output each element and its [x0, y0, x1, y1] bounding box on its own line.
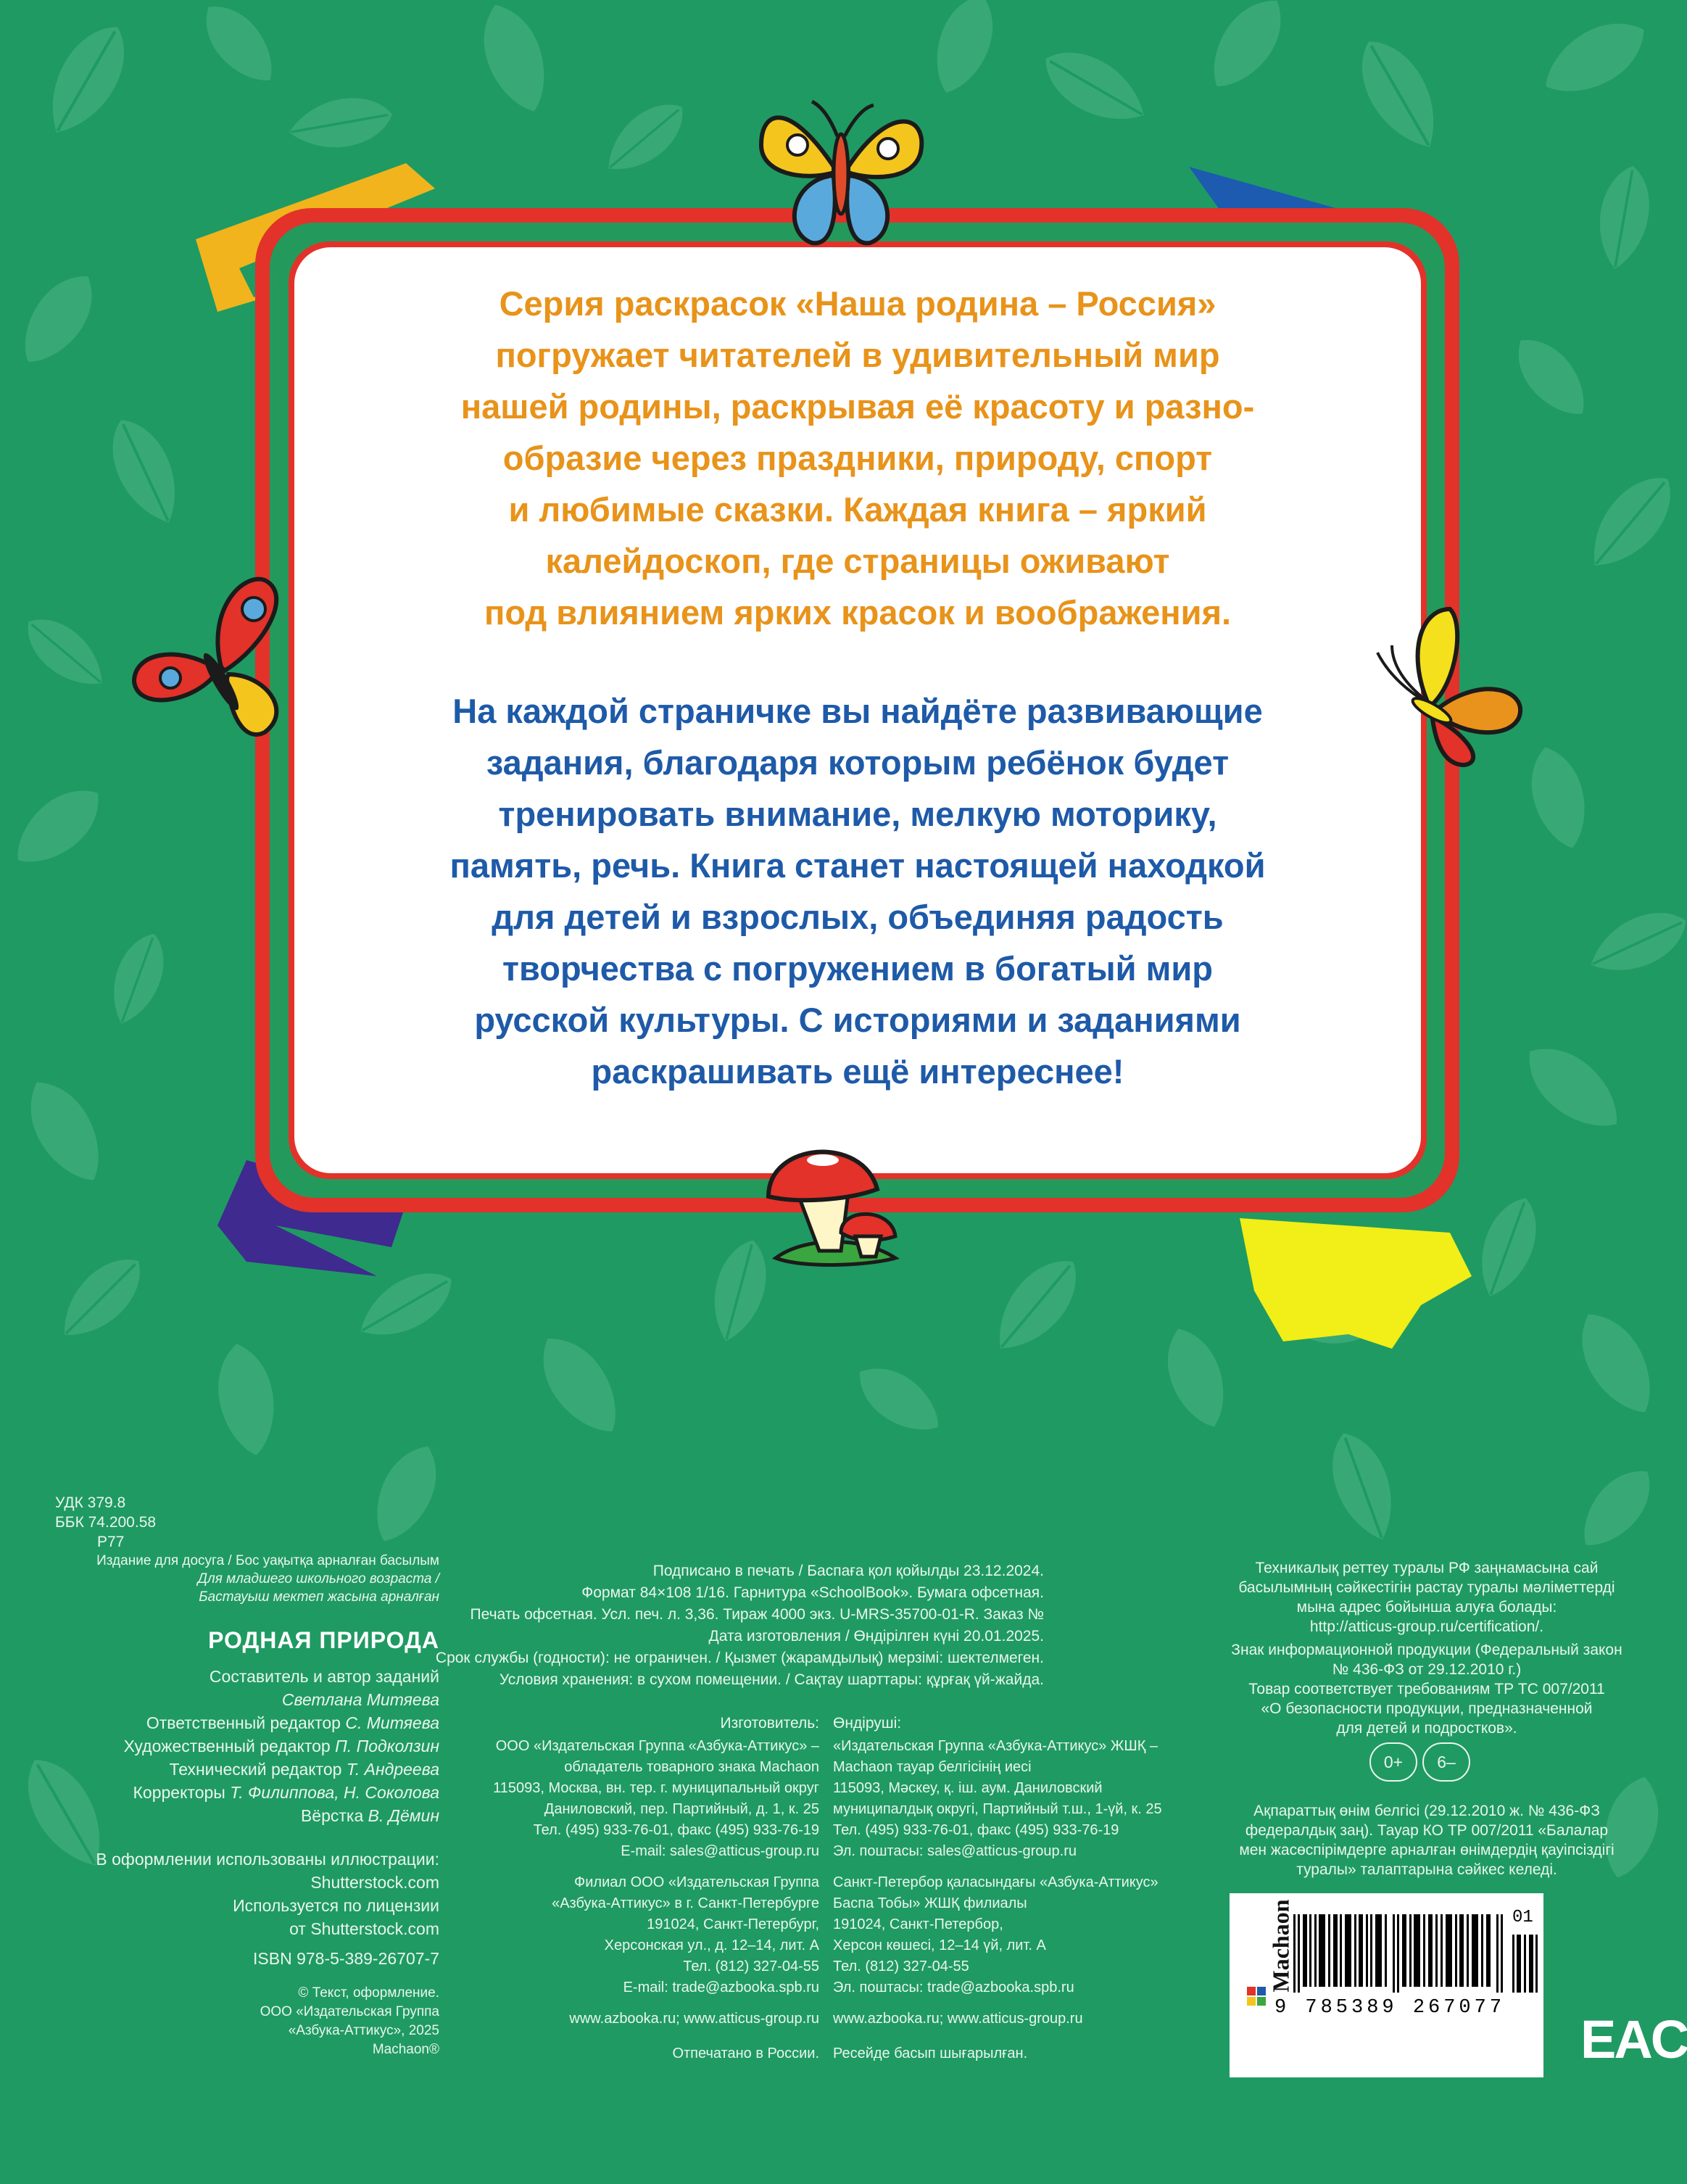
yellow-stroke-bottom-right	[1240, 1218, 1472, 1349]
credit-line: Ответственный редактор С. Митяева	[146, 1713, 439, 1732]
branch-line: Херсон көшесі, 12–14 үй, лит. А	[833, 1937, 1046, 1953]
print-line: Подписано в печать / Баспаға қол қойылды 23.12.2024.	[652, 1563, 1044, 1579]
branch-line: 191024, Санкт-Петербор,	[833, 1916, 1003, 1932]
credit-line: Составитель и автор заданий	[209, 1667, 439, 1686]
certification-line: Техникалық реттеу туралы РФ заңнамасына сай	[1255, 1560, 1599, 1576]
credit-line: Светлана Митяева	[281, 1690, 439, 1709]
kz-certification-block	[1209, 1801, 1644, 1879]
info-sign-line: № 436-ФЗ от 29.12.2010 г.)	[1332, 1661, 1522, 1678]
mushroom-icon	[761, 1128, 906, 1273]
edition-line: Издание для досуга / Бос уақытқа арналған басылым	[96, 1553, 439, 1568]
copyright-line: «Азбука-Аттикус», 2025	[288, 2023, 439, 2038]
credit-line: Вёрстка В. Дёмин	[300, 1806, 439, 1825]
machaon-logo: Machaon	[1267, 1899, 1294, 1993]
kz-cert-line: Ақпараттық өнім белгісі (29.12.2010 ж. № 436-ФЗ	[1253, 1803, 1600, 1819]
description-line: задания, благодаря которым ребёнок будет	[486, 743, 1230, 782]
illustrations-credit	[55, 1848, 439, 1940]
intro-line: образие через праздники, природу, спорт	[502, 439, 1213, 477]
branch-line: «Азбука-Аттикус» в г. Санкт-Петербурге	[552, 1895, 819, 1911]
manufacturer-line: 115093, Москва, вн. тер. г. муниципальный округ	[493, 1780, 819, 1796]
branch-line: E-mail: trade@azbooka.spb.ru	[623, 1980, 819, 1995]
illustrations-line: Shutterstock.com	[310, 1873, 439, 1892]
illustrations-line: Используется по лицензии	[233, 1896, 439, 1915]
description-line: творчества с погружением в богатый мир	[502, 949, 1213, 988]
description-line: для детей и взрослых, объединяя радость	[492, 898, 1224, 936]
credit-line: Корректоры Т. Филиппова, Н. Соколова	[133, 1783, 439, 1802]
credit-line: Художественный редактор П. Подколзин	[123, 1737, 439, 1755]
printed-in-kz: Ресейде басып шығарылған.	[833, 2046, 1028, 2061]
manufacturer-line: 115093, Мәскеу, қ. іш. аум. Даниловский	[833, 1780, 1103, 1796]
info-sign-line: Знак информационной продукции (Федеральный закон	[1231, 1642, 1622, 1658]
print-line: Дата изготовления / Өндірілген күні 20.01.2025.	[708, 1628, 1044, 1645]
description-paragraph	[362, 685, 1353, 1097]
manufacturer-line: Тел. (495) 933-76-01, факс (495) 933-76-19	[833, 1822, 1119, 1838]
info-sign-line: для детей и подростков».	[1336, 1720, 1517, 1737]
info-sign-line: «О безопасности продукции, предназначенной	[1261, 1700, 1593, 1717]
manufacturer-line: Тел. (495) 933-76-01, факс (495) 933-76-19	[533, 1822, 819, 1838]
kz-cert-line: туралы» талаптарына сәйкес келеді.	[1296, 1861, 1557, 1878]
book-title: РОДНАЯ ПРИРОДА	[208, 1627, 439, 1653]
websites-kz: www.azbooka.ru; www.atticus-group.ru	[833, 2011, 1083, 2027]
print-line: Условия хранения: в сухом помещении. / Сақтау шарттары: құрғақ үй-жайда.	[499, 1671, 1044, 1688]
branch-line: 191024, Санкт-Петербург,	[647, 1916, 819, 1932]
certification-line: http://atticus-group.ru/certification/.	[1309, 1618, 1544, 1635]
print-line: Печать офсетная. Усл. печ. л. 3,36. Тираж 4000 экз. U-MRS-35700-01-R. Заказ №	[470, 1606, 1044, 1623]
intro-paragraph	[362, 278, 1353, 638]
branch-line: Санкт-Петербор қаласындағы «Азбука-Аттикус»	[833, 1874, 1158, 1890]
bbk: ББК 74.200.58	[55, 1514, 157, 1531]
manufacturer-line: «Издательская Группа «Азбука-Аттикус» ЖШҚ –	[833, 1738, 1158, 1754]
description-line: русской культуры. С историями и заданиями	[474, 1001, 1241, 1039]
branch-line: Херсонская ул., д. 12–14, лит. А	[604, 1937, 819, 1953]
isbn: ISBN 978-5-389-26707-7	[253, 1949, 439, 1968]
manufacturer-line: Эл. поштасы: sales@atticus-group.ru	[833, 1843, 1077, 1859]
description-line: память, речь. Книга станет настоящей находкой	[449, 846, 1266, 885]
manufacturer-line: E-mail: sales@atticus-group.ru	[621, 1843, 819, 1859]
edition-line: Для младшего школьного возраста /	[197, 1571, 439, 1587]
websites-ru: www.azbooka.ru; www.atticus-group.ru	[569, 2011, 819, 2027]
branch-line: Эл. поштасы: trade@azbooka.spb.ru	[833, 1980, 1074, 1995]
author-sign: Р77	[97, 1534, 125, 1550]
edition-info	[55, 1552, 439, 1606]
credits-block	[55, 1665, 439, 1827]
barcode-icon	[1293, 1914, 1511, 1993]
classification-block	[55, 1493, 156, 1552]
branch-line: Филиал ООО «Издательская Группа	[574, 1874, 819, 1890]
copyright-line: ООО «Издательская Группа	[260, 2004, 439, 2019]
certification-line: басылымның сәйкестігін растау туралы мәліметтерді	[1238, 1579, 1615, 1596]
eac-mark: EAC	[1580, 2009, 1687, 2069]
printed-in-ru: Отпечатано в России.	[672, 2046, 819, 2061]
manufacturer-line: обладатель товарного знака Machaon	[564, 1759, 819, 1775]
machaon-butterfly-icon	[1245, 1985, 1267, 2007]
manufacturer-ru	[435, 1736, 819, 1862]
butterfly-top-icon	[747, 87, 935, 261]
print-details	[435, 1560, 1044, 1691]
manufacturer-line: Machaon тауар белгісінің иесі	[833, 1759, 1032, 1775]
udk: УДК 379.8	[55, 1494, 126, 1511]
description-line: На каждой страничке вы найдёте развивающие	[452, 692, 1263, 730]
manufacturer-line: муниципалдық округі, Партийный т.ш., 1-үй, к. 25	[833, 1801, 1162, 1817]
barcode-addon-number: 01	[1512, 1908, 1533, 1927]
certification-info	[1209, 1558, 1644, 1637]
intro-line: и любимые сказки. Каждая книга – яркий	[508, 490, 1207, 529]
copyright-line: Machaon®	[372, 2042, 439, 2057]
branch-kz	[833, 1872, 1210, 1998]
barcode-number: 9 785389 267077	[1274, 1997, 1506, 2019]
credit-line: Технический редактор Т. Андреева	[169, 1760, 439, 1779]
illustrations-line: В оформлении использованы иллюстрации:	[96, 1850, 439, 1869]
kz-cert-line: федералдық заң). Тауар КО ТР 007/2011 «Балалар	[1245, 1822, 1609, 1839]
kz-cert-line: мен жасөспірімдерге арналған өнімдердің қауіпсіздігі	[1239, 1842, 1615, 1858]
copyright-block	[55, 1984, 439, 2059]
barcode-addon-icon	[1512, 1935, 1538, 1993]
certification-line: мына адрес бойынша алуға болады:	[1296, 1599, 1557, 1616]
branch-line: Тел. (812) 327-04-55	[683, 1958, 819, 1974]
print-line: Срок службы (годности): не ограничен. / Қызмет (жарамдылық) мерзімі: шектелмеген.	[435, 1650, 1044, 1666]
manufacturer-line: Даниловский, пер. Партийный, д. 1, к. 25	[544, 1801, 819, 1817]
description-line: раскрашивать ещё интереснее!	[591, 1052, 1124, 1091]
intro-line: под влиянием ярких красок и воображения.	[484, 593, 1232, 632]
edition-line: Бастауыш мектеп жасына арналған	[199, 1589, 439, 1605]
branch-ru	[435, 1872, 819, 1998]
info-sign-block	[1209, 1640, 1644, 1738]
age-mark-0-plus: 0+	[1369, 1742, 1417, 1782]
info-sign-line: Товар соответствует требованиям ТР ТС 007/2011	[1248, 1681, 1605, 1697]
copyright-line: © Текст, оформление.	[298, 1985, 439, 2001]
manufacturer-line: ООО «Издательская Группа «Азбука-Аттикус» –	[495, 1738, 819, 1754]
intro-line: калейдоскоп, где страницы оживают	[545, 542, 1170, 580]
butterfly-right-icon	[1363, 595, 1537, 769]
description-line: тренировать внимание, мелкую моторику,	[498, 795, 1217, 833]
manufacturer-kz	[833, 1736, 1210, 1862]
branch-line: Баспа Тобы» ЖШҚ филиалы	[833, 1895, 1027, 1911]
intro-line: нашей родины, раскрывая её красоту и разно-	[460, 387, 1255, 426]
intro-line: погружает читателей в удивительный мир	[495, 336, 1220, 374]
branch-line: Тел. (812) 327-04-55	[833, 1958, 969, 1974]
manufacturer-label-kz: Өндіруші:	[833, 1715, 902, 1732]
illustrations-line: от Shutterstock.com	[289, 1919, 439, 1938]
manufacturer-label-ru: Изготовитель:	[720, 1715, 819, 1732]
print-line: Формат 84×108 1/16. Гарнитура «SchoolBook». Бумага офсетная.	[581, 1584, 1044, 1601]
butterfly-left-icon	[120, 566, 315, 754]
age-mark-6: 6–	[1422, 1742, 1470, 1782]
intro-line: Серия раскрасок «Наша родина – Россия»	[499, 284, 1216, 323]
